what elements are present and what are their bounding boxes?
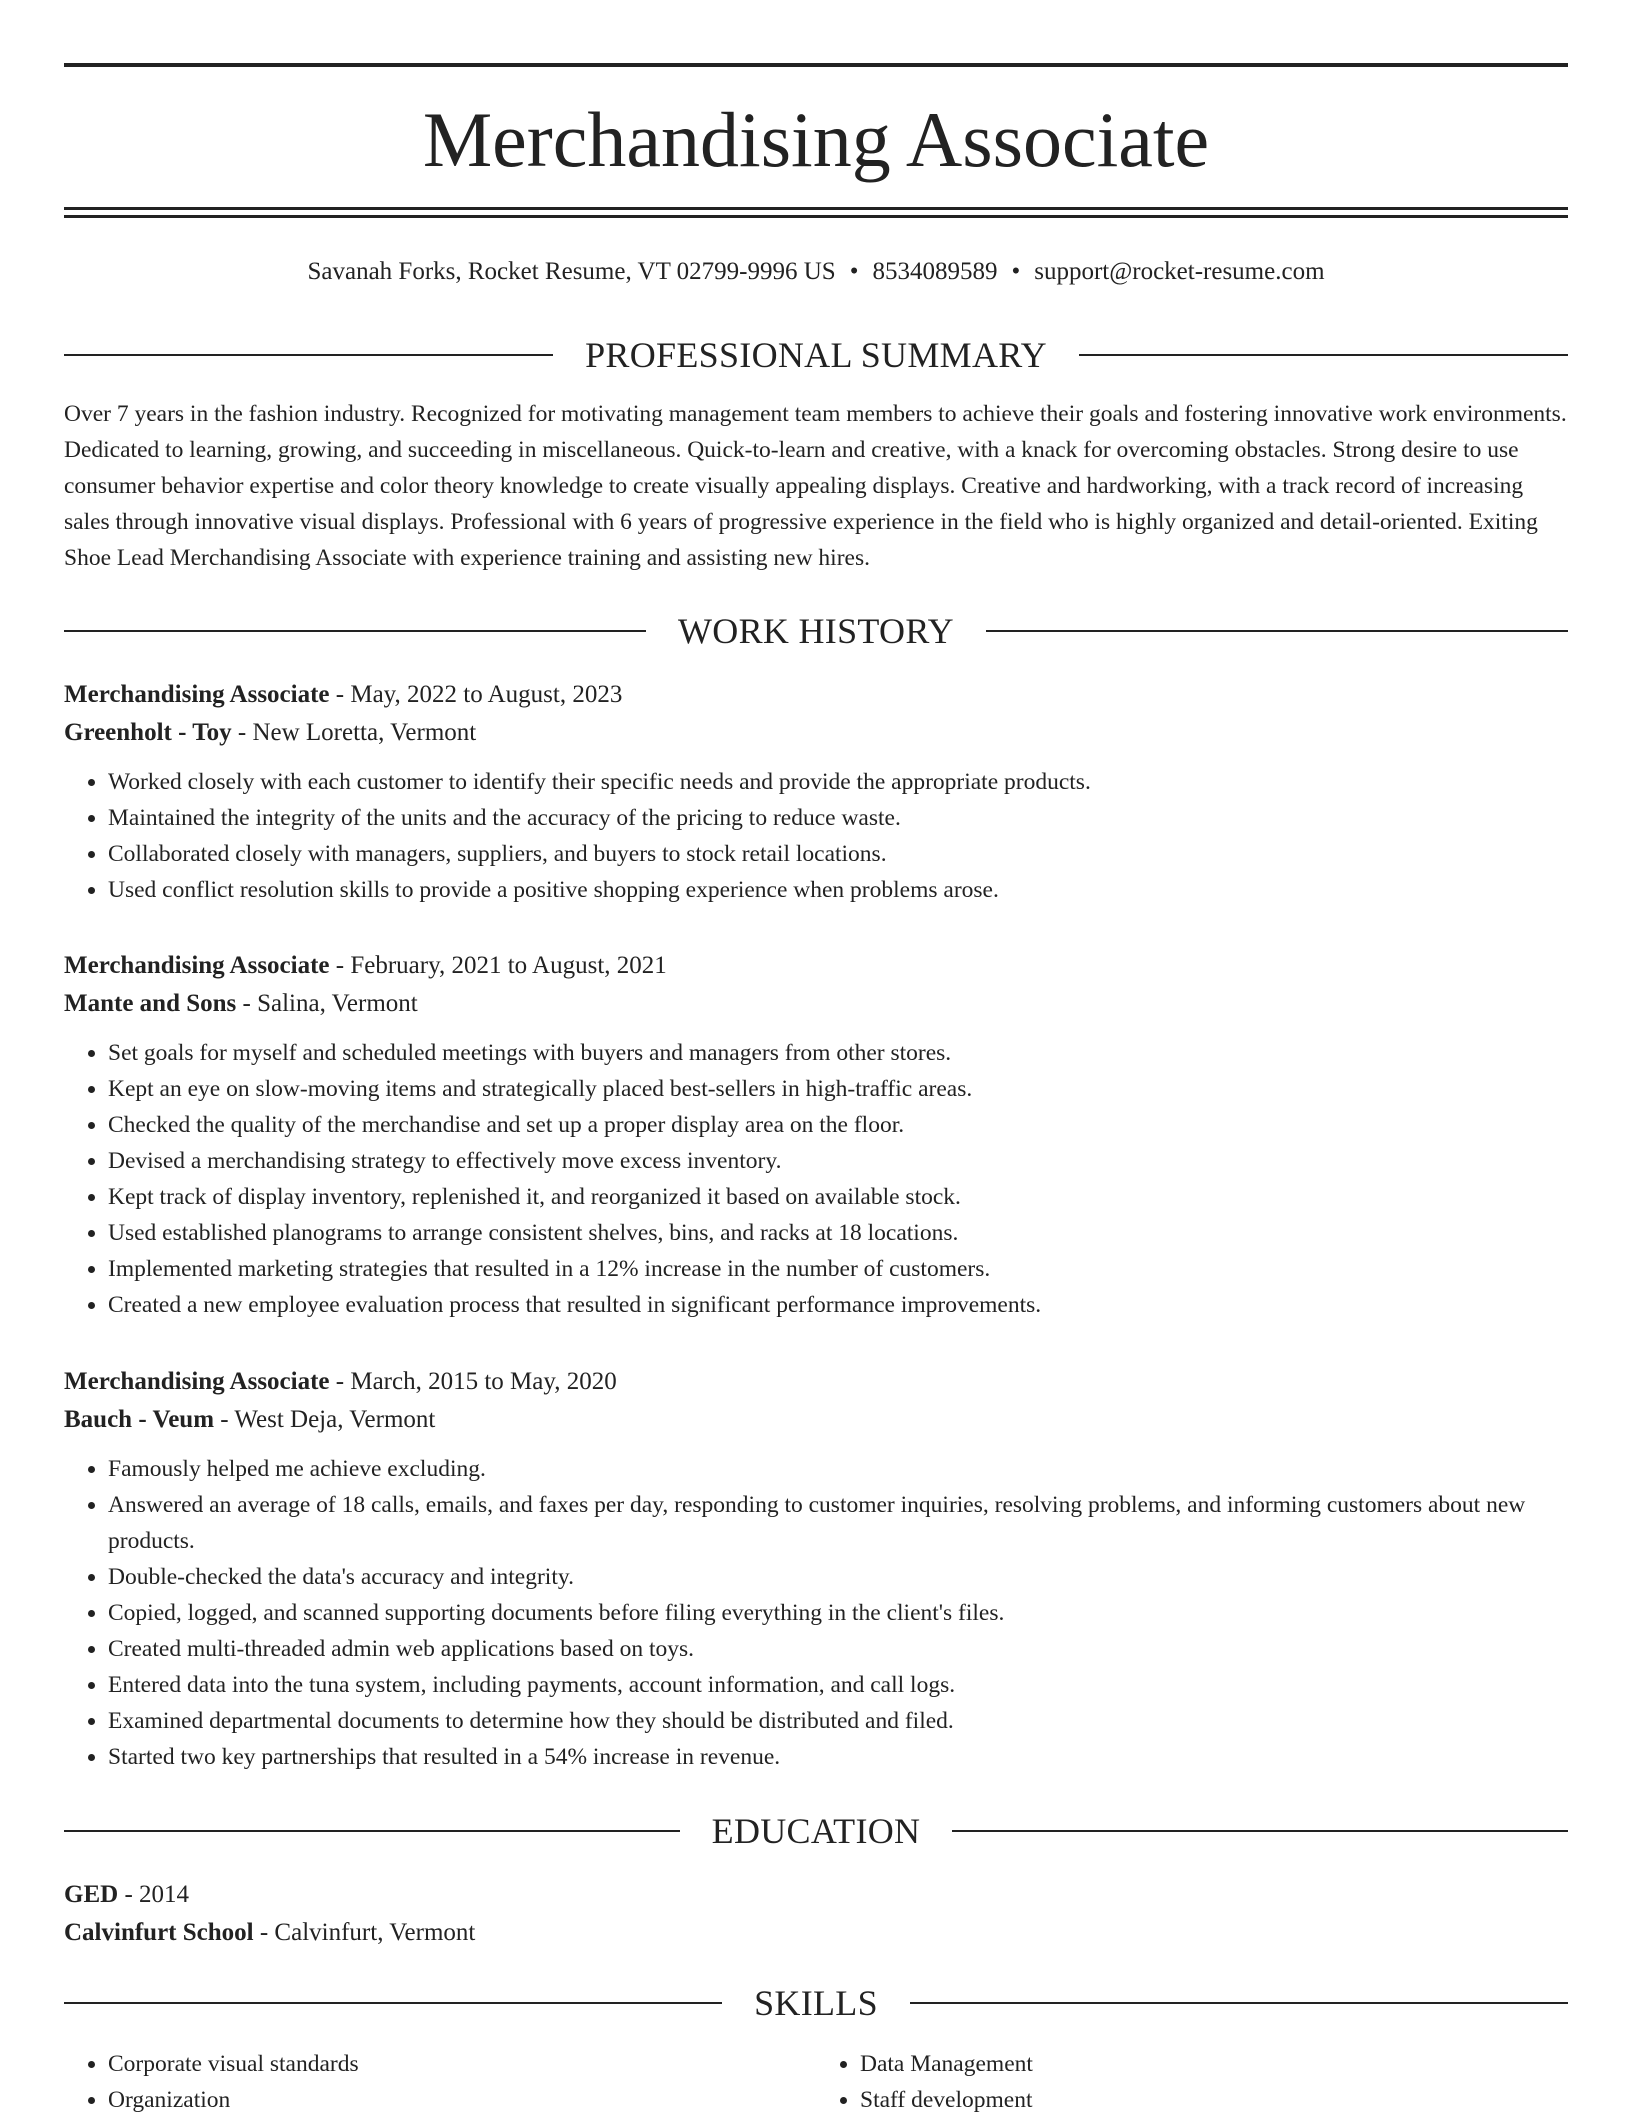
list-item: • Used conflict resolution skills to provide a positive shopping experience when problems arose. xyxy=(108,872,1568,908)
job-dates: - May, 2022 to August, 2023 xyxy=(329,681,623,708)
contact-separator: • xyxy=(849,258,859,285)
education-location: - Calvinfurt, Vermont xyxy=(253,1919,476,1946)
work-history-heading-label: WORK HISTORY xyxy=(678,611,954,651)
education-heading xyxy=(64,1809,1568,1853)
job-title-line xyxy=(64,1363,1568,1401)
summary-heading xyxy=(64,333,1568,377)
education-year: - 2014 xyxy=(118,1881,190,1908)
list-item: • Famously helped me achieve excluding. xyxy=(108,1451,1568,1487)
skills-list-left xyxy=(64,2046,816,2118)
job-entry xyxy=(64,947,1568,1323)
heading-rule-left xyxy=(64,2002,722,2004)
contact-separator: • xyxy=(1011,258,1021,285)
list-item: • Answered an average of 18 calls, emails, and faxes per day, responding to customer inquiries, resolving problems, and informing customers about new products. xyxy=(108,1487,1568,1559)
list-item: • Used established planograms to arrange consistent shelves, bins, and racks at 18 locations. xyxy=(108,1215,1568,1251)
list-item: • Started two key partnerships that resulted in a 54% increase in revenue. xyxy=(108,1739,1568,1775)
job-title: Merchandising Associate xyxy=(64,952,330,979)
heading-rule-right xyxy=(952,1830,1568,1832)
heading-rule-left xyxy=(64,354,553,356)
job-entry xyxy=(64,1363,1568,1775)
contact-line xyxy=(64,255,1568,289)
list-item: • Copied, logged, and scanned supporting documents before filing everything in the client's files. xyxy=(108,1595,1568,1631)
list-item: • Created a new employee evaluation process that resulted in significant performance improvements. xyxy=(108,1287,1568,1323)
contact-email[interactable]: support@rocket-resume.com xyxy=(1034,258,1325,285)
top-rule xyxy=(64,63,1568,67)
heading-rule-right xyxy=(986,630,1568,632)
job-bullets xyxy=(64,1451,1568,1775)
job-dates: - February, 2021 to August, 2021 xyxy=(329,952,667,979)
education-degree-line xyxy=(64,1876,1568,1914)
job-title-line xyxy=(64,947,1568,985)
summary-section xyxy=(64,396,1568,576)
heading-rule-left xyxy=(64,630,646,632)
list-item: • Double-checked the data's accuracy and integrity. xyxy=(108,1559,1568,1595)
list-item: • Organization xyxy=(108,2082,816,2118)
job-bullets xyxy=(64,1035,1568,1323)
job-title: Merchandising Associate xyxy=(64,1368,330,1395)
work-history-heading xyxy=(64,609,1568,653)
list-item: • Checked the quality of the merchandise and set up a proper display area on the floor. xyxy=(108,1107,1568,1143)
skills-heading xyxy=(64,1981,1568,2025)
job-company-line xyxy=(64,985,1568,1023)
job-location: - West Deja, Vermont xyxy=(214,1406,436,1433)
list-item: • Corporate visual standards xyxy=(108,2046,816,2082)
education-school: Calvinfurt School xyxy=(64,1919,254,1946)
heading-rule-right xyxy=(1079,354,1568,356)
list-item: • Created multi-threaded admin web applications based on toys. xyxy=(108,1631,1568,1667)
job-company: Mante and Sons xyxy=(64,990,237,1017)
list-item: • Worked closely with each customer to identify their specific needs and provide the appropriate products. xyxy=(108,764,1568,800)
job-entry xyxy=(64,676,1568,908)
job-company-line xyxy=(64,714,1568,752)
list-item: • Staff development xyxy=(860,2082,1568,2118)
resume-title: Merchandising Associate xyxy=(422,96,1210,183)
summary-heading-label: PROFESSIONAL SUMMARY xyxy=(585,335,1047,375)
job-title-line xyxy=(64,676,1568,714)
education-heading-label: EDUCATION xyxy=(711,1811,921,1851)
job-bullets xyxy=(64,764,1568,908)
list-item: • Data Management xyxy=(860,2046,1568,2082)
job-location: - New Loretta, Vermont xyxy=(231,719,477,746)
education-degree: GED xyxy=(64,1881,119,1908)
summary-text: Over 7 years in the fashion industry. Recognized for motivating management team members to achieve their goals and fostering innovative work environments. Dedicated to learning, growing, and succeeding in miscellaneous. Quick-to-learn and creative, with a knack for overcoming obstacles. Strong desire to use consumer behavior expertise and color theory knowledge to create visually appealing displays. Creative and hardworking, with a track record of increasing sales through innovative visual displays. Professional with 6 years of progressive experience in the field who is highly organized and detail-oriented. Exiting Shoe Lead Merchandising Associate with experience training and assisting new hires. xyxy=(64,401,1567,571)
list-item: • Set goals for myself and scheduled meetings with buyers and managers from other stores. xyxy=(108,1035,1568,1071)
job-title: Merchandising Associate xyxy=(64,681,330,708)
contact-address: Savanah Forks, Rocket Resume, VT 02799-9996 US xyxy=(307,258,836,285)
education-school-line xyxy=(64,1914,1568,1952)
job-dates: - March, 2015 to May, 2020 xyxy=(329,1368,617,1395)
job-company-line xyxy=(64,1401,1568,1439)
heading-rule-left xyxy=(64,1830,680,1832)
skills-section xyxy=(64,2046,1568,2118)
skills-heading-label: SKILLS xyxy=(754,1983,878,2023)
list-item: • Collaborated closely with managers, suppliers, and buyers to stock retail locations. xyxy=(108,836,1568,872)
title-double-rule xyxy=(64,207,1568,218)
list-item: • Maintained the integrity of the units and the accuracy of the pricing to reduce waste. xyxy=(108,800,1568,836)
contact-phone[interactable]: 8534089589 xyxy=(872,258,998,285)
list-item: • Devised a merchandising strategy to effectively move excess inventory. xyxy=(108,1143,1568,1179)
list-item: • Entered data into the tuna system, including payments, account information, and call logs. xyxy=(108,1667,1568,1703)
list-item: • Implemented marketing strategies that resulted in a 12% increase in the number of customers. xyxy=(108,1251,1568,1287)
list-item: • Examined departmental documents to determine how they should be distributed and filed. xyxy=(108,1703,1568,1739)
skills-list-right xyxy=(816,2046,1568,2118)
education-section xyxy=(64,1876,1568,1952)
heading-rule-right xyxy=(910,2002,1568,2004)
list-item: • Kept track of display inventory, replenished it, and reorganized it based on available stock. xyxy=(108,1179,1568,1215)
job-company: Bauch - Veum xyxy=(64,1406,215,1433)
job-location: - Salina, Vermont xyxy=(236,990,418,1017)
list-item: • Kept an eye on slow-moving items and strategically placed best-sellers in high-traffic areas. xyxy=(108,1071,1568,1107)
job-company: Greenholt - Toy xyxy=(64,719,232,746)
